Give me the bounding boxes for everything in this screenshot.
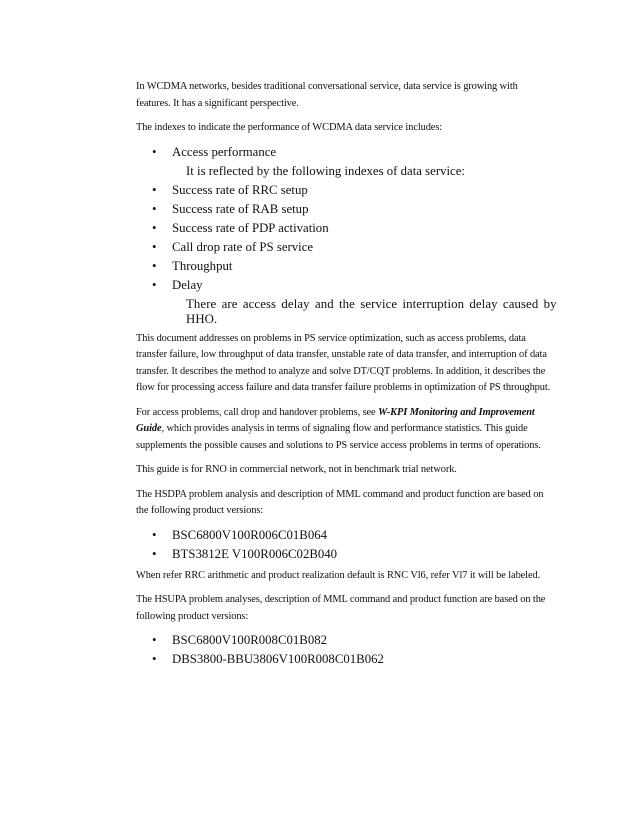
bullet-icon: • — [152, 220, 157, 235]
bullet-icon: • — [152, 652, 157, 666]
list-item-label: Success rate of RAB setup — [172, 201, 309, 216]
intro-line-1: In WCDMA networks, besides traditional conversational service, data service is growing with — [136, 81, 518, 92]
list-item — [136, 633, 566, 648]
list-item-label: BSC6800V100R008C01B082 — [172, 633, 328, 647]
hsdpa-line-1: The HSDPA problem analysis and description of MML command and product function are based on — [136, 488, 544, 500]
access-problems-paragraph — [136, 405, 566, 455]
list-item-label: Success rate of PDP activation — [172, 220, 329, 235]
hsupa-line-1: The HSUPA problem analyses, description of MML command and product function are based on the — [136, 594, 546, 605]
list-item-label: Success rate of RRC setup — [172, 182, 308, 197]
guide-title-part-1: W-KPI Monitoring and Improvement — [378, 406, 535, 418]
list-item — [136, 202, 566, 217]
intro-line-2: features. It has a significant perspective. — [136, 97, 299, 109]
kpi-list — [136, 145, 566, 160]
access-line-1: For access problems, call drop and handover problems, see — [136, 406, 379, 418]
list-item — [136, 547, 566, 562]
access-line-2: , which provides analysis in terms of signaling flow and performance statistics. This guide — [161, 423, 528, 434]
bullet-icon: • — [152, 527, 157, 542]
document-scope-paragraph — [136, 331, 566, 397]
bullet-icon: • — [152, 201, 157, 216]
doc-line-3: transfer. It describes the method to analyze and solve DT/CQT problems. In addition, it describes the — [136, 365, 546, 377]
list-item-label: BSC6800V100R006C01B064 — [172, 527, 328, 542]
list-item-label: Delay — [172, 277, 203, 292]
list-item — [136, 183, 566, 198]
doc-line-4: flow for processing access failure and data transfer failure problems in optimization of PS throughput. — [136, 382, 551, 393]
list-item — [136, 652, 566, 667]
list-item-label: Access performance — [172, 144, 277, 159]
hsupa-line-2: following product versions: — [136, 610, 249, 622]
bullet-icon: • — [152, 258, 157, 273]
bullet-icon: • — [152, 633, 157, 647]
rno-paragraph: This guide is for RNO in commercial network, not in benchmark trial network. — [136, 464, 457, 475]
access-line-3: supplements the possible causes and solutions to PS service access problems in terms of operations. — [136, 439, 541, 451]
doc-line-2: transfer failure, low throughput of data transfer, unstable rate of data transfer, and interruption of data — [136, 349, 547, 360]
list-item-label: BTS3812E V100R006C02B040 — [172, 546, 338, 561]
delay-note: There are access delay and the service interruption delay caused by HHO. — [186, 296, 557, 326]
list-item — [136, 221, 566, 236]
list-item-label: Throughput — [172, 258, 233, 273]
bullet-icon: • — [152, 144, 157, 159]
document-page — [136, 79, 566, 671]
list-item — [136, 528, 566, 543]
hsdpa-line-2: the following product versions: — [136, 505, 264, 516]
kpi-sub-list — [136, 183, 566, 293]
list-item — [136, 145, 566, 160]
doc-line-1: This document addresses on problems in PS service optimization, such as access problems, data — [136, 332, 526, 344]
list-item — [136, 240, 566, 255]
hsdpa-paragraph — [136, 487, 566, 520]
intro-paragraph — [136, 79, 566, 112]
bullet-icon: • — [152, 546, 157, 561]
guide-title-part-2: Guide — [136, 423, 162, 434]
list-item — [136, 278, 566, 293]
rrc-paragraph: When refer RRC arithmetic and product realization default is RNC Vl6, refer Vl7 it will be labeled. — [136, 569, 541, 581]
bullet-icon: • — [152, 239, 157, 254]
list-item-label: Call drop rate of PS service — [172, 239, 314, 254]
hsupa-version-list — [136, 633, 566, 667]
bullet-icon: • — [152, 277, 157, 292]
list-item-label: DBS3800-BBU3806V100R008C01B062 — [172, 652, 384, 666]
bullet-icon: • — [152, 182, 157, 197]
hsdpa-version-list — [136, 528, 566, 562]
hsupa-paragraph — [136, 592, 566, 625]
access-note: It is reflected by the following indexes of data service: — [186, 163, 465, 178]
list-item — [136, 259, 566, 274]
indexes-paragraph: The indexes to indicate the performance of WCDMA data service includes: — [136, 122, 443, 133]
